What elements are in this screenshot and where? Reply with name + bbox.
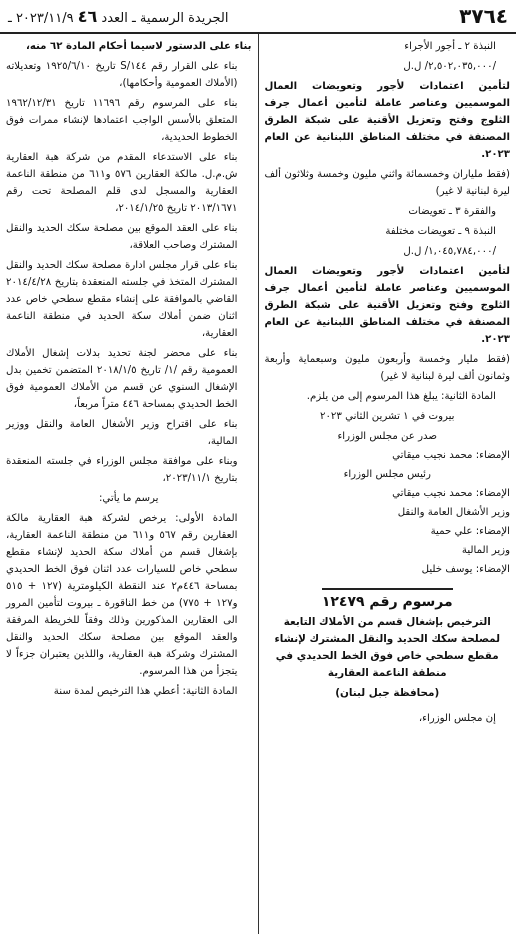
issue-date: ٢٠٢٣/١١/٩ ـ [8, 10, 74, 26]
signature: الإمضاء: علي حمية [430, 526, 510, 537]
title: وزير الأشغال العامة والنقل [397, 507, 510, 518]
council-intro: إن مجلس الوزراء، [418, 713, 496, 724]
preamble: بناء على المرسوم رقم ١١٦٩٦ تاريخ ١٩٦٢/١٢/٣١ المتعلق بالأسس الواجب اعتمادها لإنشاء ممرات فوق الخطوط الحديدية، [6, 98, 238, 143]
preamble: بناء على العقد الموقع بين مصلحة سكك الحديد والنقل المشترك وصاحب العلاقة، [6, 223, 238, 251]
decree-block [265, 588, 511, 702]
issue-number: ٤٦ [77, 6, 98, 26]
preamble: بناء على قرار مجلس ادارة مصلحة سكك الحديد والنقل المشترك المتخذ في جلسته المنعقدة بتاريخ ٢٠١٤/٤/٢٨ القاضي بالموافقة على إنشاء مقطع سطحي خاص عدد اثنان ضمن أملاك سكة الحديد في منطقة الناعمة العقارية، [6, 260, 238, 339]
signature: الإمضاء: محمد نجيب ميقاتي [392, 450, 510, 461]
journal-name: الجريدة الرسمية ـ العدد [101, 10, 229, 26]
preamble: بناء على محضر لجنة تحديد بدلات إشغال الأملاك العمومية رقم /١/ تاريخ ٢٠١٨/١/٥ المتضمن تخمين بدل الإشغال السنوي عن قسم من الأملاك العمومية فوق الخط الحديدي بمساحة ٤٤٦ متراً مربعاً، [6, 348, 238, 410]
section-line: النبذة ٢ ـ أجور الأجراء [404, 41, 496, 52]
page-header [0, 0, 516, 34]
preamble: وبناء على موافقة مجلس الوزراء في جلسته المنعقدة بتاريخ ٢٠٢٣/١١/١، [6, 456, 238, 484]
signature: الإمضاء: محمد نجيب ميقاتي [392, 488, 510, 499]
column-divider [258, 34, 259, 934]
amount: /١,٠٤٥,٧٨٤,٠٠٠/ ل.ل [403, 246, 496, 257]
place-date: بيروت في ١ تشرين الثاني ٢٠٢٣ [319, 411, 455, 422]
decree-region: (محافظة جبل لبنان) [335, 687, 440, 699]
article-2: المادة الثانية: يبلغ هذا المرسوم إلى من يلزم. [306, 391, 496, 402]
preamble: بناء على الدستور لاسيما أحكام المادة ٦٢ منه، [25, 41, 252, 52]
article-2: المادة الثانية: أعطي هذا الترخيص لمدة سنة [53, 686, 238, 697]
title: وزير المالية [461, 545, 510, 556]
amount: /٢,٥٠٢,٠٣٥,٠٠٠/ ل.ل [403, 61, 496, 72]
section-line: النبذة ٩ ـ تعويضات مختلفة [385, 226, 496, 237]
issued-by: صدر عن مجلس الوزراء [337, 431, 438, 442]
preamble: بناء على اقتراح وزير الأشغال العامة والنقل ووزير المالية، [6, 419, 238, 447]
columns [6, 38, 510, 934]
page-number: ٣٧٦٤ [459, 4, 508, 28]
journal-title [8, 7, 229, 26]
left-column [6, 38, 258, 934]
title: رئيس مجلس الوزراء [343, 469, 431, 480]
decree-number: مرسوم رقم ١٢٤٧٩ [322, 588, 453, 611]
article-1: المادة الأولى: يرخص لشركة هبة العقارية مالكة العقارين رقم ٥٦٧ و٦١١ من منطقة الناعمة العقارية، بإشغال قسم من أملاك سكة الحديد لإنشاء مقطع سطحي خاص للسيارات عدد اثنان فوق الخط الحديدي بمساحة ٤٤٦م٢ عند النقطة الكيلومترية (١٢٧ + ٥١٥ و١٢٧ + ٧٧٥) من خط الناقورة ـ بيروت لتأمين المرور الى العقارين المذكورين وذلك وفقاً للخريطة المرفقة والعقد الموقع بين مصلحة سكك الحديد والنقل المشترك وشركة هبة العقارية، واللذين يعتبران جزءاً لا يتجزأ من هذا المرسوم. [6, 513, 238, 677]
amount-in-words: (فقط ملياران وخمسمائة واثني مليون وخمسة وثلاثون ألف ليرة لبنانية لا غير) [264, 169, 510, 197]
right-column [259, 38, 511, 934]
amount-in-words: (فقط مليار وخمسة وأربعون مليون وسبعماية وأربعة وثمانون ألف ليرة لبنانية لا غير) [264, 354, 510, 382]
preamble: بناء على القرار رقم ١٤٤/S تاريخ ١٩٢٥/٦/١٠ وتعديلاته (الأملاك العمومية وأحكامها)، [6, 61, 238, 89]
section-line: والفقرة ٣ ـ تعويضات [408, 206, 496, 217]
decree-title: الترخيص بإشغال قسم من الأملاك التابعة لمصلحة سكك الحديد والنقل المشترك لإنشاء مقطع سطحي خاص فوق الخط الحديدي في منطقة الناعمة العقارية [274, 616, 501, 679]
preamble: بناء على الاستدعاء المقدم من شركة هبة العقارية ش.م.ل. مالكة العقارين ٥٧٦ و٦١١ من منطقة الناعمة العقارية والمسجل لدى قلم المصلحة تحت رقم ٢٠١٣/١٦٧١ تاريخ ٢٠١٤/١/٢٥، [6, 152, 238, 214]
decrees-heading: يرسم ما يأتي: [98, 493, 159, 504]
signature: الإمضاء: يوسف خليل [421, 564, 510, 575]
purpose-text: لتأمين اعتمادات لأجور وتعويضات العمال الموسميين وعناصر عاملة لتأمين أعمال جرف الثلوج وفتح وتعزيل الأقنية على شبكة الطرق المصنفة في مختلف المناطق اللبنانية عن العام ٢٠٢٣. [264, 81, 510, 160]
purpose-text: لتأمين اعتمادات لأجور وتعويضات العمال الموسميين وعناصر عاملة لتأمين أعمال جرف الثلوج وفتح وتعزيل الأقنية على شبكة الطرق المصنفة في مختلف المناطق اللبنانية عن العام ٢٠٢٣. [264, 266, 510, 345]
